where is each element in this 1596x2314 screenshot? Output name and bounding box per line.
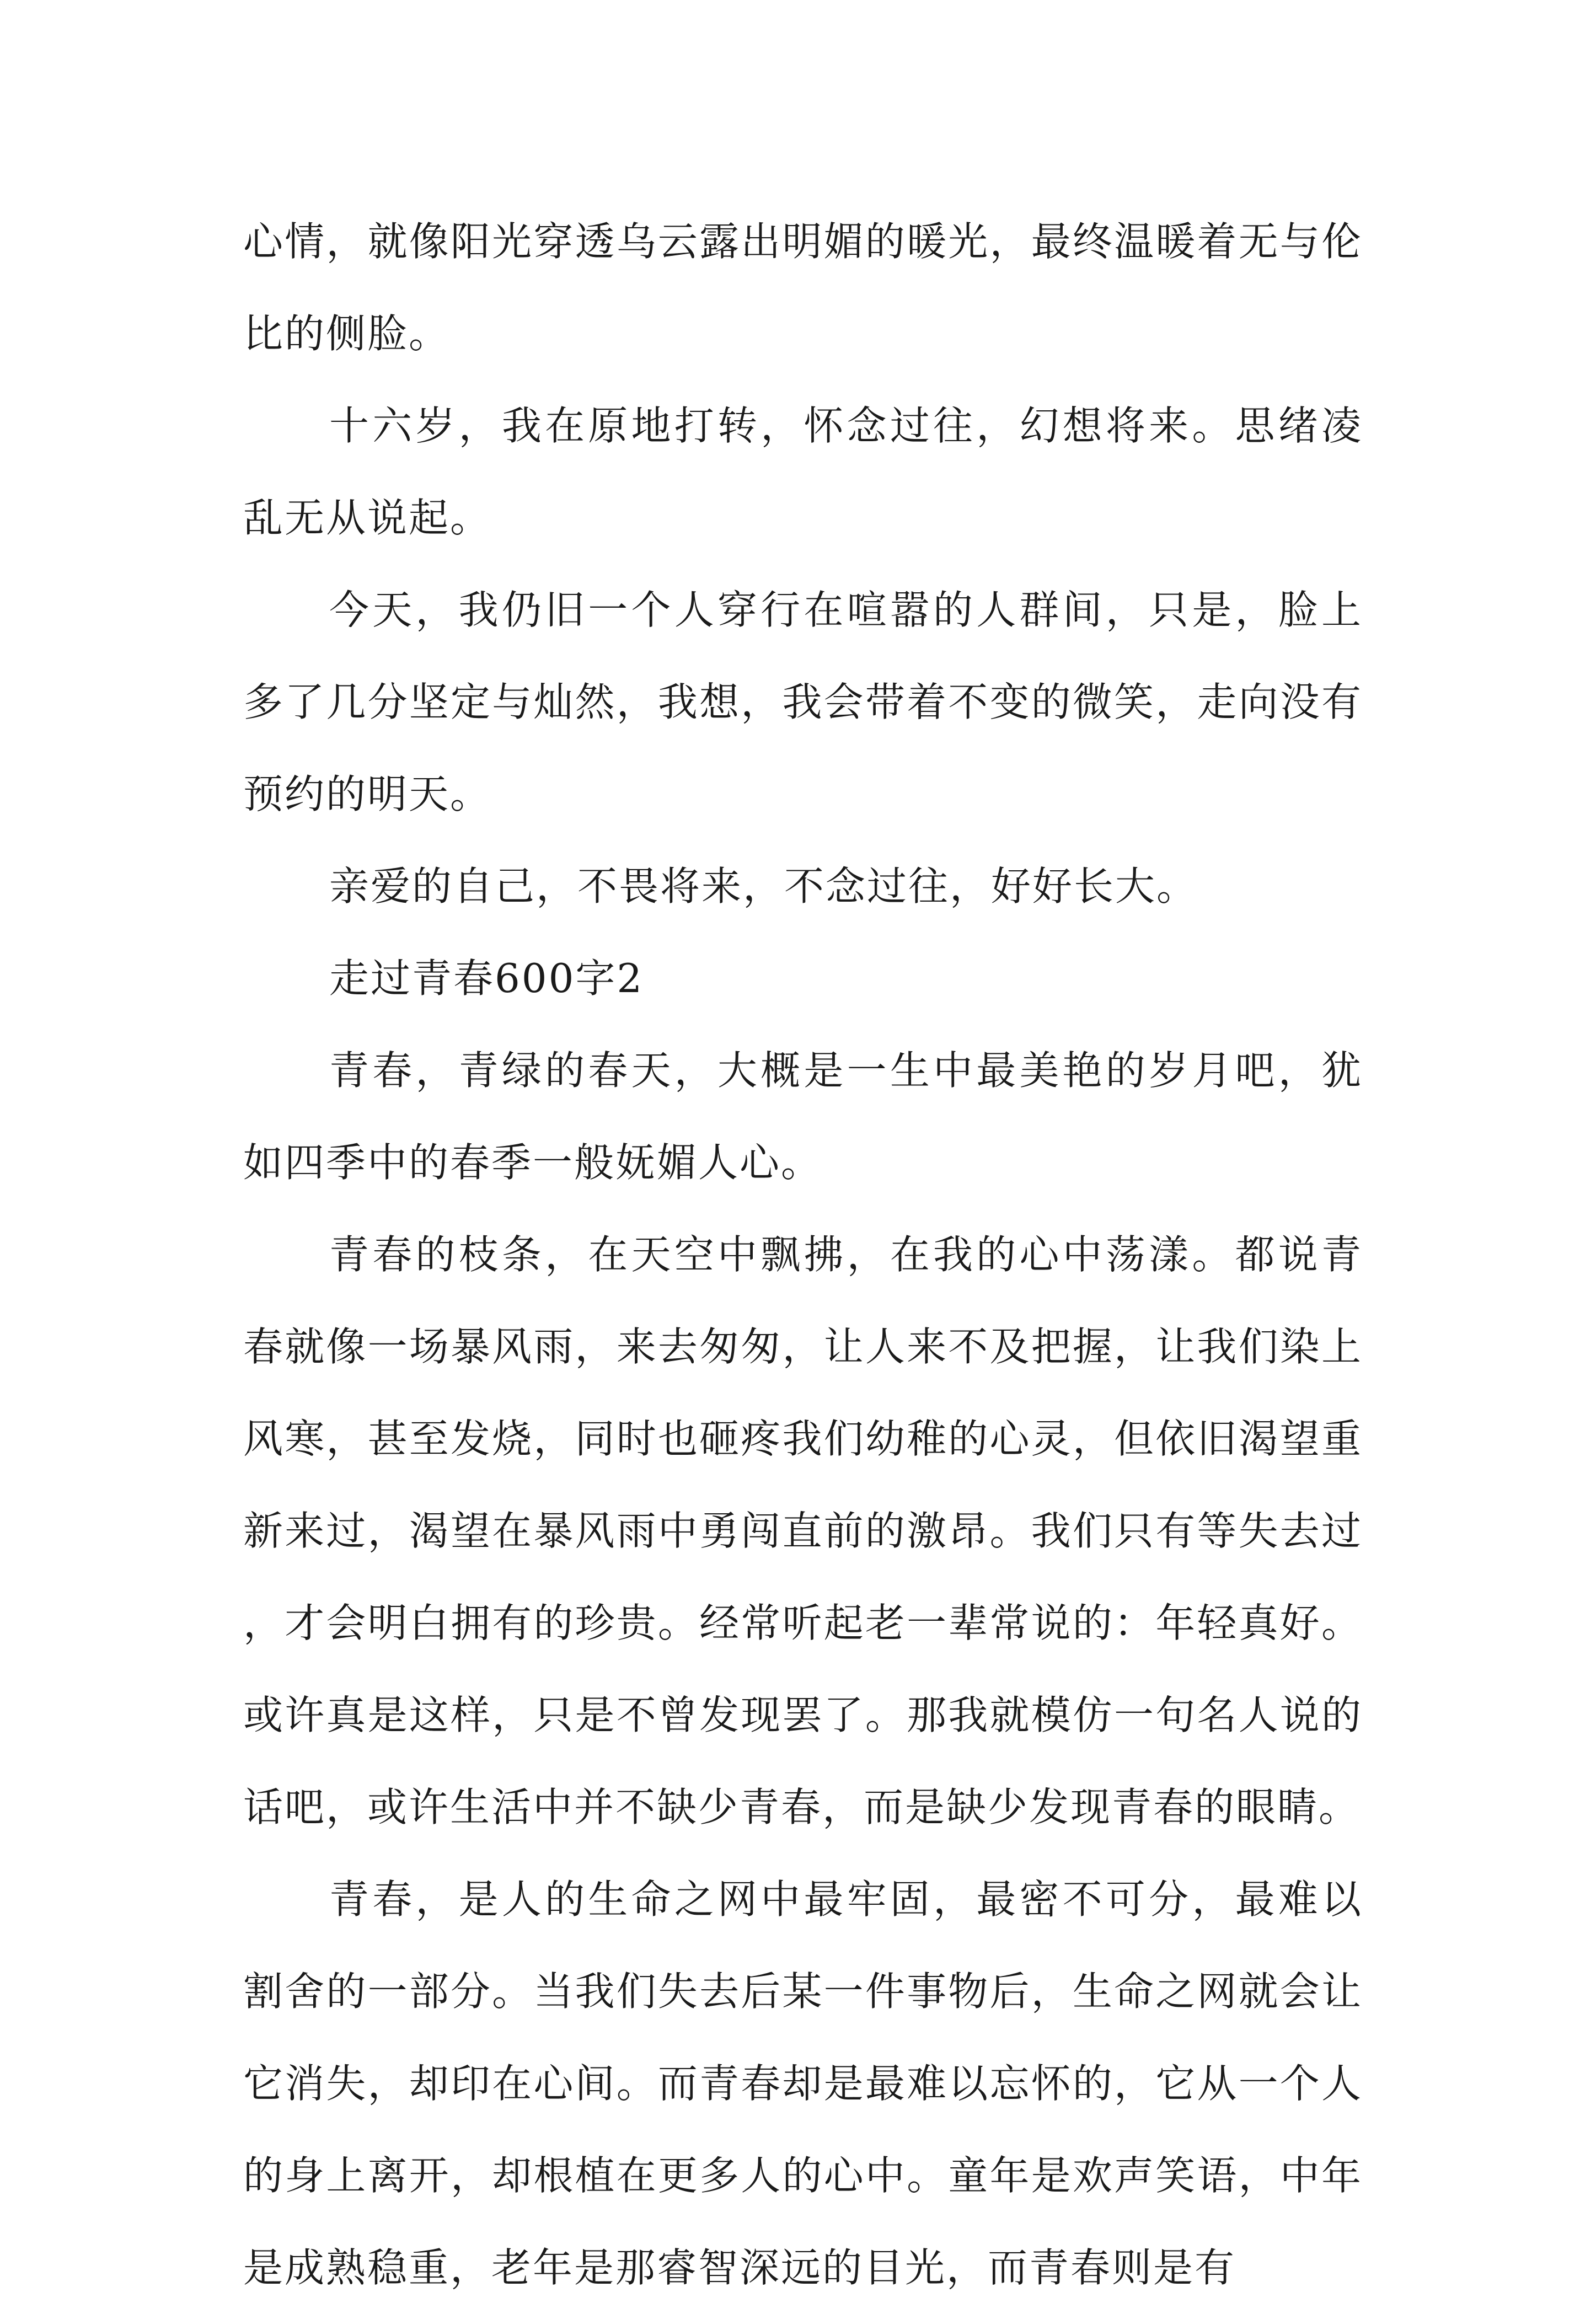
paragraph-1: 心情，就像阳光穿透乌云露出明媚的暖光，最终温暖着无与伦比的侧脸。 — [243, 218, 1363, 357]
paragraph-6: 青春的枝条，在天空中飘拂，在我的心中荡漾。都说青春就像一场暴风雨，来去匆匆，让人来不及把握，让我们染上风寒，甚至发烧，同时也砸疼我们幼稚的心灵，但依旧渴望重新来过，渴望在暴风雨中勇闯直前的激昂。我们只有等失去过，才会明白拥有的珍贵。经常听起老一辈常说的：年轻真好。或许真是这样，只是不曾发现罢了。那我就模仿一句名人说的话吧，或许生活中并不缺少青春，而是缺少发现青春的眼睛。 — [243, 1231, 1363, 1830]
paragraph-5: 青春，青绿的春天，大概是一生中最美艳的岁月吧，犹如四季中的春季一般妩媚人心。 — [243, 1047, 1363, 1186]
section-heading: 走过青春600字2 — [329, 955, 644, 1001]
paragraph-4: 亲爱的自己，不畏将来，不念过往，好好长大。 — [329, 863, 1198, 909]
paragraph-3: 今天，我仍旧一个人穿行在喧嚣的人群间，只是，脸上多了几分坚定与灿然，我想，我会带着不变的微笑，走向没有预约的明天。 — [243, 587, 1363, 817]
paragraph-2: 十六岁，我在原地打转，怀念过往，幻想将来。思绪凌乱无从说起。 — [243, 403, 1363, 541]
document-body — [243, 196, 1363, 2314]
paragraph-7: 青春，是人的生命之网中最牢固，最密不可分，最难以割舍的一部分。当我们失去后某一件事物后，生命之网就会让它消失，却印在心间。而青春却是最难以忘怀的，它从一个人的身上离开，却根植在更多人的心中。童年是欢声笑语，中年是成熟稳重，老年是那睿智深远的目光，而青春则是有 — [243, 1876, 1363, 2291]
